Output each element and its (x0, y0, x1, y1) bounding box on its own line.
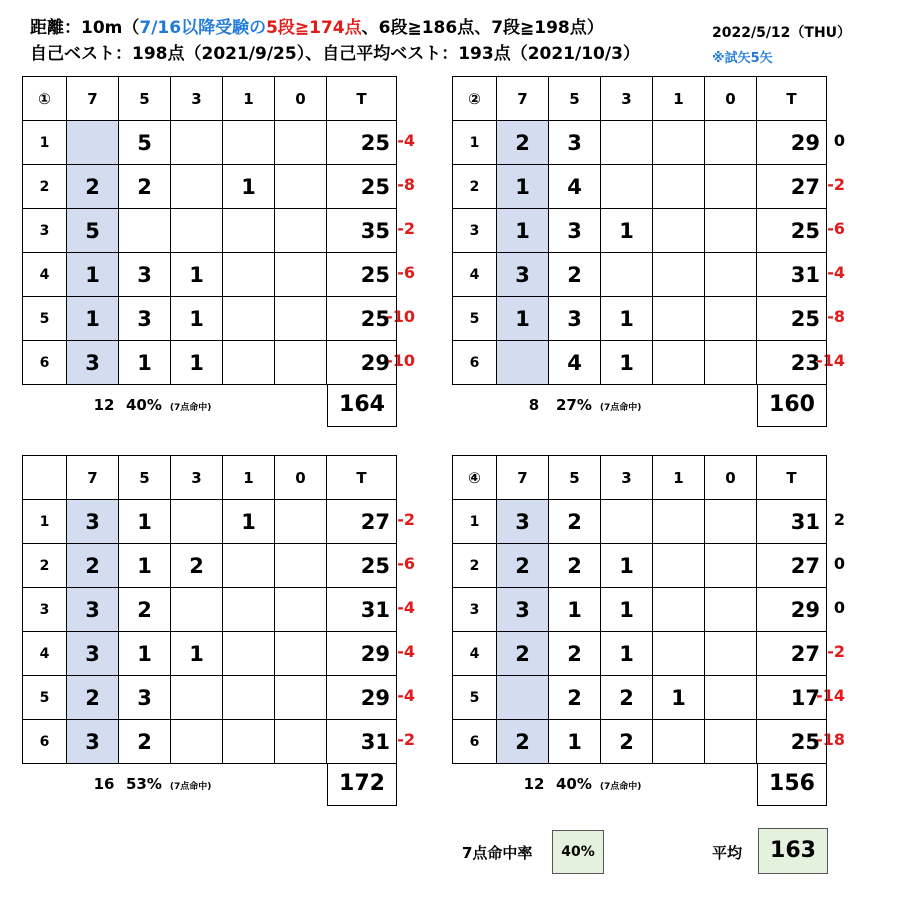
hit-rate: 40% (556, 775, 592, 793)
count-cell-1 (653, 720, 705, 764)
column-header: 1 (653, 77, 705, 121)
table-row (23, 121, 397, 165)
count-cell-1 (653, 297, 705, 341)
round-total: 156 (757, 763, 827, 806)
count-cell-1 (223, 341, 275, 385)
end-total: 29 (757, 588, 827, 632)
score-diff: -6 (397, 263, 415, 282)
round-total: 172 (327, 763, 397, 806)
count-cell-7 (67, 121, 119, 165)
end-number: 2 (453, 544, 497, 588)
count-cell-0 (275, 253, 327, 297)
count-cell-1 (223, 121, 275, 165)
score-diff: -2 (397, 510, 415, 529)
count-cell-1 (653, 500, 705, 544)
column-header: 0 (705, 456, 757, 500)
count-cell-0 (705, 588, 757, 632)
column-header: 3 (171, 77, 223, 121)
count-cell-3 (601, 165, 653, 209)
count-cell-7: 1 (67, 297, 119, 341)
count-cell-7: 1 (497, 165, 549, 209)
column-header: 3 (171, 456, 223, 500)
column-header: T (327, 77, 397, 121)
end-number: 1 (23, 500, 67, 544)
table-row (453, 720, 827, 764)
end-total: 31 (757, 253, 827, 297)
end-number: 5 (453, 297, 497, 341)
end-total: 27 (757, 544, 827, 588)
table-label (23, 456, 67, 500)
count-cell-1 (223, 253, 275, 297)
count-cell-3: 1 (171, 341, 223, 385)
count-cell-0 (705, 341, 757, 385)
count-cell-0 (275, 544, 327, 588)
count-cell-3 (601, 500, 653, 544)
score-table-1 (22, 76, 397, 385)
score-diff: -8 (397, 175, 415, 194)
count-cell-0 (275, 632, 327, 676)
table-label: ① (23, 77, 67, 121)
score-diff: 0 (833, 554, 845, 573)
score-diff: 2 (833, 510, 845, 529)
end-number: 3 (23, 209, 67, 253)
count-cell-7: 2 (497, 632, 549, 676)
score-diff: 0 (833, 598, 845, 617)
warmup-note: ※試矢5矢 (712, 51, 773, 66)
count-cell-0 (705, 500, 757, 544)
score-diff: -4 (397, 598, 415, 617)
hit-count: 16 (93, 775, 115, 793)
table-row (453, 209, 827, 253)
count-cell-5: 1 (119, 341, 171, 385)
table-row (23, 588, 397, 632)
hit-summary (516, 775, 641, 793)
end-number: 2 (23, 544, 67, 588)
score-diff: 0 (833, 131, 845, 150)
end-total: 31 (757, 500, 827, 544)
count-cell-5: 2 (549, 676, 601, 720)
end-total: 29 (327, 341, 397, 385)
count-cell-0 (705, 544, 757, 588)
count-cell-0 (275, 209, 327, 253)
count-cell-3 (601, 121, 653, 165)
count-cell-0 (705, 676, 757, 720)
count-cell-1 (653, 253, 705, 297)
table-row (23, 297, 397, 341)
count-cell-0 (705, 209, 757, 253)
end-total: 25 (327, 165, 397, 209)
column-header: 5 (549, 456, 601, 500)
count-cell-5: 2 (119, 165, 171, 209)
count-cell-0 (275, 720, 327, 764)
count-cell-1 (223, 676, 275, 720)
count-cell-3: 1 (601, 209, 653, 253)
count-cell-1: 1 (223, 165, 275, 209)
count-cell-0 (275, 341, 327, 385)
count-cell-3 (171, 121, 223, 165)
score-diff: -2 (827, 175, 845, 194)
count-cell-7: 3 (67, 632, 119, 676)
hit-note: (7点命中) (599, 403, 642, 413)
count-cell-3 (171, 588, 223, 632)
count-cell-3: 1 (171, 632, 223, 676)
count-cell-5: 2 (549, 500, 601, 544)
distance-prefix: 距離：10m（ (30, 18, 140, 38)
round-total: 164 (327, 384, 397, 427)
end-total: 29 (757, 121, 827, 165)
hit-summary (86, 775, 211, 793)
column-header: 0 (275, 77, 327, 121)
table-row (453, 165, 827, 209)
hit-count: 8 (528, 396, 540, 414)
column-header: 1 (223, 456, 275, 500)
score-diff: -10 (386, 351, 415, 370)
count-cell-7: 2 (67, 165, 119, 209)
table-label: ④ (453, 456, 497, 500)
score-diff: -2 (397, 730, 415, 749)
count-cell-0 (705, 632, 757, 676)
end-number: 5 (453, 676, 497, 720)
column-header: 7 (497, 77, 549, 121)
end-number: 4 (23, 632, 67, 676)
column-header: T (757, 456, 827, 500)
count-cell-1 (653, 165, 705, 209)
end-total: 31 (327, 588, 397, 632)
count-cell-0 (705, 165, 757, 209)
end-total: 17 (757, 676, 827, 720)
score-diff: -6 (827, 219, 845, 238)
count-cell-5: 3 (119, 676, 171, 720)
count-cell-7: 2 (67, 544, 119, 588)
count-cell-3: 1 (601, 632, 653, 676)
score-diff: -6 (397, 554, 415, 573)
count-cell-1: 1 (653, 676, 705, 720)
count-cell-7: 2 (67, 676, 119, 720)
count-cell-5: 1 (119, 500, 171, 544)
table-row (453, 676, 827, 720)
count-cell-3: 1 (171, 297, 223, 341)
table-row (23, 341, 397, 385)
count-cell-3: 1 (601, 341, 653, 385)
count-cell-3: 2 (601, 720, 653, 764)
count-cell-7 (497, 676, 549, 720)
count-cell-7: 1 (497, 297, 549, 341)
count-cell-3: 1 (601, 297, 653, 341)
column-header: 5 (119, 77, 171, 121)
count-cell-1 (223, 632, 275, 676)
score-diff: -4 (397, 131, 415, 150)
end-number: 6 (23, 720, 67, 764)
count-cell-1 (653, 341, 705, 385)
count-cell-5: 3 (119, 253, 171, 297)
end-total: 29 (327, 676, 397, 720)
count-cell-3 (171, 500, 223, 544)
count-cell-5: 2 (119, 588, 171, 632)
count-cell-3 (171, 720, 223, 764)
count-cell-0 (275, 676, 327, 720)
count-cell-3: 1 (171, 253, 223, 297)
table-row (453, 253, 827, 297)
end-total: 25 (757, 297, 827, 341)
count-cell-0 (275, 500, 327, 544)
end-total: 31 (327, 720, 397, 764)
count-cell-5: 4 (549, 165, 601, 209)
table-row (23, 209, 397, 253)
personal-best-line: 自己ベスト：198点（2021/9/25）、自己平均ベスト：193点（2021/10/3） (30, 44, 640, 64)
table-row (453, 632, 827, 676)
end-number: 2 (453, 165, 497, 209)
count-cell-3 (171, 165, 223, 209)
count-cell-3: 2 (601, 676, 653, 720)
hit-rate-value: 40% (552, 830, 604, 874)
average-label: 平均 (712, 844, 743, 862)
count-cell-0 (705, 253, 757, 297)
table-row (453, 588, 827, 632)
count-cell-7: 3 (497, 588, 549, 632)
score-diff: -2 (397, 219, 415, 238)
hit-rate: 53% (126, 775, 162, 793)
column-header: 5 (549, 77, 601, 121)
end-total: 25 (757, 209, 827, 253)
score-diff: -4 (827, 263, 845, 282)
score-diff: -4 (397, 686, 415, 705)
score-diff: -18 (816, 730, 845, 749)
count-cell-3 (171, 209, 223, 253)
column-header: 7 (67, 456, 119, 500)
end-total: 23 (757, 341, 827, 385)
table-row (23, 632, 397, 676)
count-cell-7: 3 (67, 720, 119, 764)
count-cell-0 (705, 720, 757, 764)
count-cell-1 (223, 209, 275, 253)
end-number: 3 (23, 588, 67, 632)
count-cell-3 (171, 676, 223, 720)
score-table-2 (452, 76, 827, 385)
end-number: 4 (23, 253, 67, 297)
count-cell-7 (497, 341, 549, 385)
count-cell-5: 3 (549, 297, 601, 341)
column-header: 7 (67, 77, 119, 121)
end-total: 27 (327, 500, 397, 544)
score-diff: -4 (397, 642, 415, 661)
score-diff: -2 (827, 642, 845, 661)
column-header: 3 (601, 456, 653, 500)
column-header: 3 (601, 77, 653, 121)
end-number: 3 (453, 209, 497, 253)
table-row (23, 720, 397, 764)
distance-line (30, 18, 604, 38)
table-row (453, 121, 827, 165)
round-total: 160 (757, 384, 827, 427)
count-cell-7: 5 (67, 209, 119, 253)
count-cell-5: 2 (549, 544, 601, 588)
grade-thresholds-suffix: 、6段≧186点、7段≧198点） (361, 18, 604, 38)
count-cell-1 (653, 121, 705, 165)
count-cell-7: 1 (497, 209, 549, 253)
score-table-4 (452, 455, 827, 764)
session-date: 2022/5/12（THU） (712, 25, 852, 41)
end-number: 1 (453, 121, 497, 165)
hit-note: (7点命中) (599, 782, 642, 792)
hit-note: (7点命中) (169, 403, 212, 413)
end-total: 25 (757, 720, 827, 764)
count-cell-5: 4 (549, 341, 601, 385)
score-diff: -8 (827, 307, 845, 326)
count-cell-3 (601, 253, 653, 297)
table-row (23, 165, 397, 209)
column-header: 5 (119, 456, 171, 500)
count-cell-0 (705, 121, 757, 165)
end-total: 27 (757, 165, 827, 209)
column-header: 0 (275, 456, 327, 500)
count-cell-5: 1 (119, 632, 171, 676)
score-table-3 (22, 455, 397, 764)
count-cell-0 (275, 165, 327, 209)
table-label: ② (453, 77, 497, 121)
end-total: 29 (327, 632, 397, 676)
count-cell-7: 1 (67, 253, 119, 297)
end-number: 6 (23, 341, 67, 385)
count-cell-1 (653, 209, 705, 253)
count-cell-5 (119, 209, 171, 253)
column-header: T (757, 77, 827, 121)
count-cell-5: 2 (119, 720, 171, 764)
count-cell-1 (653, 632, 705, 676)
end-number: 4 (453, 632, 497, 676)
count-cell-5: 1 (549, 588, 601, 632)
count-cell-7: 2 (497, 720, 549, 764)
table-row (453, 500, 827, 544)
count-cell-1 (223, 544, 275, 588)
end-number: 6 (453, 720, 497, 764)
end-number: 1 (453, 500, 497, 544)
exam-date-text: 7/16以降受験の (139, 18, 267, 38)
count-cell-1 (223, 588, 275, 632)
score-diff: -10 (386, 307, 415, 326)
count-cell-0 (275, 588, 327, 632)
hit-rate: 40% (126, 396, 162, 414)
end-total: 25 (327, 297, 397, 341)
end-number: 1 (23, 121, 67, 165)
end-total: 25 (327, 253, 397, 297)
hit-note: (7点命中) (169, 782, 212, 792)
hit-count: 12 (523, 775, 545, 793)
column-header: 0 (705, 77, 757, 121)
count-cell-3: 2 (171, 544, 223, 588)
hit-rate: 27% (556, 396, 592, 414)
grade5-threshold: 5段≧174点 (266, 18, 362, 38)
count-cell-7: 3 (67, 341, 119, 385)
count-cell-1 (223, 720, 275, 764)
column-header: T (327, 456, 397, 500)
count-cell-7: 3 (67, 588, 119, 632)
column-header: 7 (497, 456, 549, 500)
end-number: 2 (23, 165, 67, 209)
count-cell-3: 1 (601, 544, 653, 588)
average-value: 163 (758, 828, 828, 874)
count-cell-7: 3 (497, 253, 549, 297)
count-cell-5: 3 (549, 209, 601, 253)
count-cell-7: 2 (497, 544, 549, 588)
count-cell-0 (275, 121, 327, 165)
table-row (23, 676, 397, 720)
count-cell-7: 3 (497, 500, 549, 544)
hit-count: 12 (93, 396, 115, 414)
table-row (453, 544, 827, 588)
table-row (23, 500, 397, 544)
end-total: 25 (327, 121, 397, 165)
column-header: 1 (653, 456, 705, 500)
count-cell-5: 3 (119, 297, 171, 341)
table-row (453, 341, 827, 385)
count-cell-1 (223, 297, 275, 341)
count-cell-5: 1 (549, 720, 601, 764)
count-cell-1 (653, 588, 705, 632)
end-number: 6 (453, 341, 497, 385)
count-cell-5: 5 (119, 121, 171, 165)
score-diff: -14 (816, 351, 845, 370)
count-cell-0 (705, 297, 757, 341)
hit-rate-label: 7点命中率 (462, 844, 533, 862)
count-cell-1: 1 (223, 500, 275, 544)
end-total: 25 (327, 544, 397, 588)
end-number: 5 (23, 297, 67, 341)
score-diff: -14 (816, 686, 845, 705)
table-row (23, 544, 397, 588)
count-cell-3: 1 (601, 588, 653, 632)
count-cell-7: 2 (497, 121, 549, 165)
count-cell-5: 2 (549, 632, 601, 676)
count-cell-5: 1 (119, 544, 171, 588)
hit-summary (86, 396, 211, 414)
column-header: 1 (223, 77, 275, 121)
count-cell-5: 3 (549, 121, 601, 165)
count-cell-7: 3 (67, 500, 119, 544)
table-row (23, 253, 397, 297)
count-cell-5: 2 (549, 253, 601, 297)
count-cell-1 (653, 544, 705, 588)
end-number: 4 (453, 253, 497, 297)
end-total: 27 (757, 632, 827, 676)
table-row (453, 297, 827, 341)
count-cell-0 (275, 297, 327, 341)
hit-summary (516, 396, 641, 414)
end-number: 3 (453, 588, 497, 632)
end-number: 5 (23, 676, 67, 720)
end-total: 35 (327, 209, 397, 253)
